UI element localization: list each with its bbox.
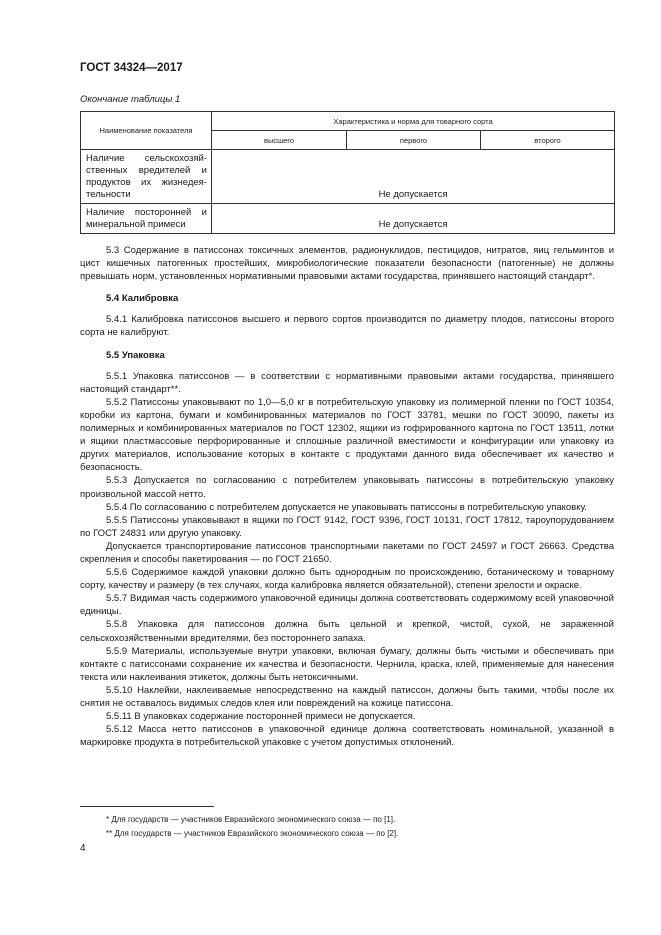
document-code: ГОСТ 34324—2017 <box>80 62 183 74</box>
row-value-pests: Не допускается <box>212 150 615 204</box>
paragraph-5-5-11: 5.5.11 В упаковках содержание посторонней примеси не допускается. <box>106 711 416 723</box>
grade-header-highest: высшего <box>212 131 347 150</box>
page-number: 4 <box>80 843 86 854</box>
paragraph-5-5-3: 5.5.3 Допускается по согласованию с потребителем упаковывать патиссоны в потребительскую упаковку произвольной массой нетто. <box>80 475 614 500</box>
table-row <box>81 150 615 204</box>
column-group-header-text: Характеристика и норма для товарного сорта <box>333 116 493 126</box>
paragraph-5-3: 5.3 Содержание в патиссонах токсичных элементов, радионуклидов, пестицидов, нитратов, яиц гельминтов и цист кишечных патогенных простейших, микробиологические показатели безопасности (патогенные) не должны превышать норм, установленных нормативными правовыми актами государства, принявшего настоящий стандарт*. <box>80 245 614 283</box>
paragraph-5-5-4: 5.5.4 По согласованию с потребителем допускается не упаковывать патиссоны в потребительскую упаковку. <box>106 501 587 513</box>
column-header-indicator-text: Наименование показателя <box>99 126 193 135</box>
footnote-2: ** Для государств — участников Евразийского экономического союза — по [2]. <box>106 829 399 838</box>
paragraph-5-5-2: 5.5.2 Патиссоны упаковывают по 1,0—5,0 кг в потребительскую упаковку из полимерной пленки по ГОСТ 10354, коробки из картона, бумаги и комбинированных материалов по ГОСТ 33781, мешки по ГОСТ 30090, пакеты из полимерных и комбинированных материалов по ГОСТ 12302, ящики из гофрированного картона по ГОСТ 13511, лотки и ящики пластмассовые перфорированные и сплошные различной вместимости и конфигурации или упаковку из других материалов, использование которых в контакте с продуктами данного вида обеспечивает их качество и безопасность. <box>80 396 614 474</box>
row-name-pests: Наличие сельскохозяй-ственных вредителей и продуктов их жизнедея-тельности <box>81 150 212 204</box>
column-group-header <box>212 112 615 131</box>
row-value-impurities: Не допускается <box>212 204 615 234</box>
grade-header-first: первого <box>347 131 481 150</box>
document-body <box>80 244 614 749</box>
column-header-indicator <box>81 112 212 150</box>
table-caption: Окончание таблицы 1 <box>80 94 181 105</box>
paragraph-5-5-5: 5.5.5 Патиссоны упаковывают в ящики по ГОСТ 9142, ГОСТ 9396, ГОСТ 10131, ГОСТ 17812, тароупорудованием по ГОСТ 24831 или другую упаковку. <box>80 514 614 539</box>
footnotes <box>80 813 614 841</box>
table-row <box>81 204 615 234</box>
row-name-impurities: Наличие посторонней и минеральной примеси <box>81 204 212 234</box>
paragraph-5-5-12: 5.5.12 Масса нетто патиссонов в упаковочной единице должна соответствовать номинальной, указанной в маркировке продукта в потребительской упаковке с учетом допустимых отклонений. <box>80 724 614 749</box>
paragraph-5-5-10: 5.5.10 Наклейки, наклеиваемые непосредственно на каждый патиссон, должны быть такими, чтобы после их снятия не оставалось видимых следов клея или повреждений на кожице патиссона. <box>80 684 614 709</box>
paragraph-5-5-9: 5.5.9 Материалы, используемые внутри упаковки, включая бумагу, должны быть чистыми и обеспечивать при контакте с патиссонами сохранение их качества и безопасности. Чернила, краска, клей, применяемые для нанесения текста или наклеивания этикеток, должны быть нетоксичными. <box>80 645 614 683</box>
footnote-1: * Для государств — участников Евразийского экономического союза — по [1]. <box>106 815 396 824</box>
section-heading-calibration: 5.4 Калибровка <box>106 293 179 305</box>
footnote-separator <box>80 806 214 807</box>
grade-header-second: второго <box>481 131 615 150</box>
paragraph-5-5-8: 5.5.8 Упаковка для патиссонов должна быть цельной и крепкой, чистой, сухой, не зараженной сельскохозяйственными вредителями, без постороннего запаха. <box>80 619 614 644</box>
paragraph-5-5-5-transport: Допускается транспортирование патиссонов транспортными пакетами по ГОСТ 24597 и ГОСТ 26663. Средства скрепления и способы пакетирования — по ГОСТ 21650. <box>80 540 614 565</box>
specification-table <box>80 111 615 234</box>
paragraph-5-5-6: 5.5.6 Содержимое каждой упаковки должно быть однородным по происхождению, ботаническому и товарному сорту, качеству и размеру (в тех случаях, когда калибровка является обязательной), степени зрелости и окраске. <box>80 567 614 592</box>
section-heading-packaging: 5.5 Упаковка <box>106 349 165 361</box>
paragraph-5-5-1: 5.5.1 Упаковка патиссонов — в соответствии с нормативными правовыми актами государства, принявшего настоящий стандарт**. <box>80 370 614 395</box>
paragraph-5-4-1: 5.4.1 Калибровка патиссонов высшего и первого сортов производится по диаметру плодов, патиссоны второго сорта не калибруют. <box>80 314 614 339</box>
paragraph-5-5-7: 5.5.7 Видимая часть содержимого упаковочной единицы должна соответствовать содержимому всей упаковочной единицы. <box>80 593 614 618</box>
